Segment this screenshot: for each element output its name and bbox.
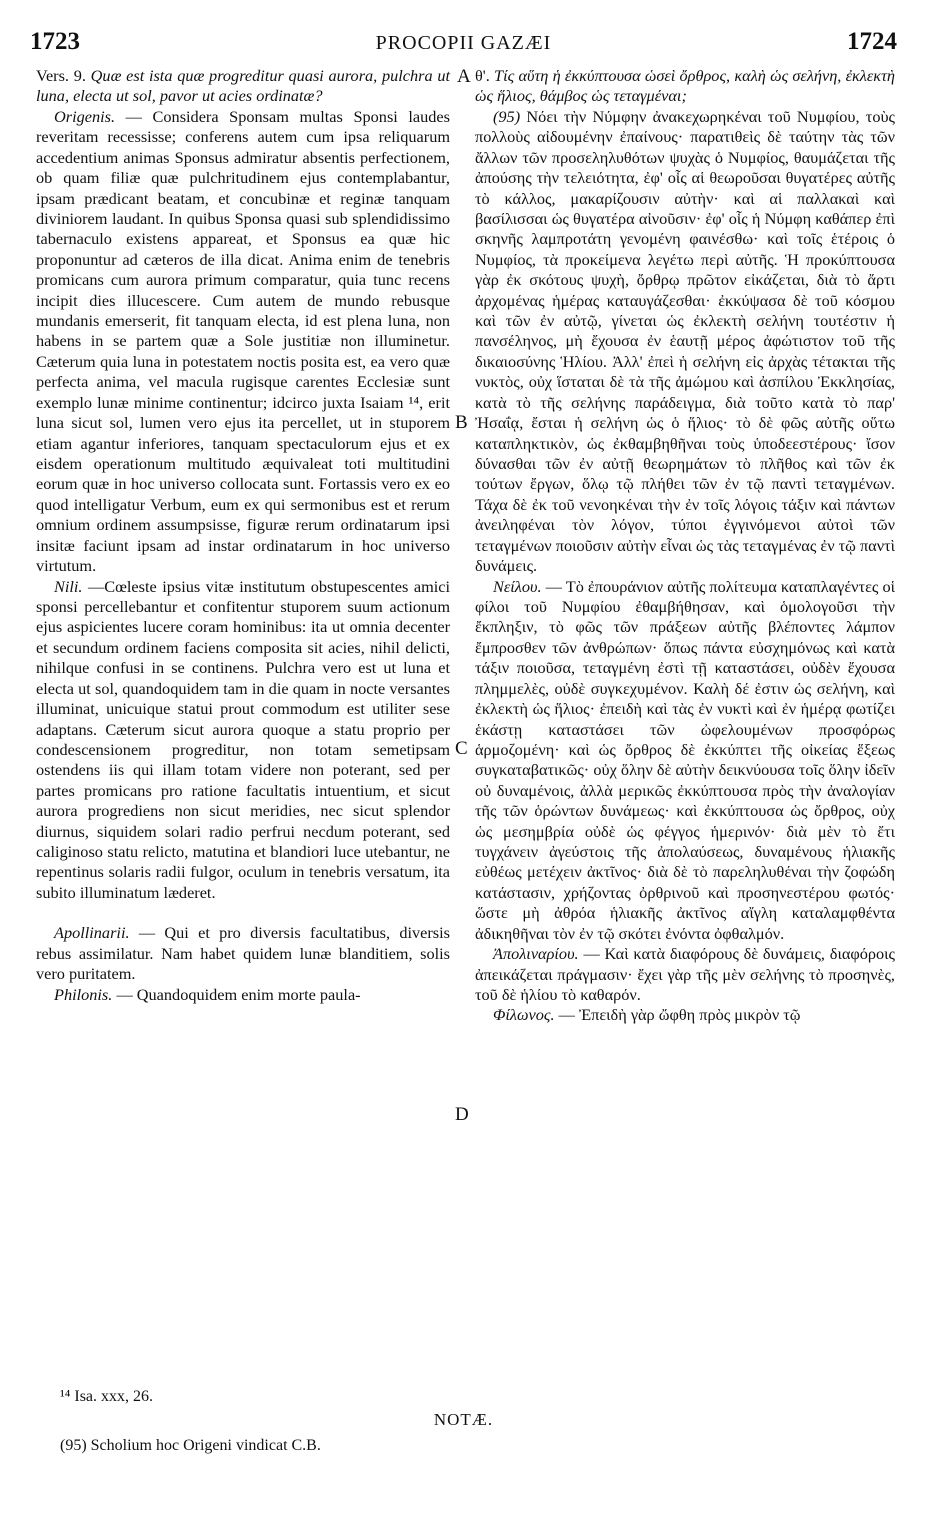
commentary-paragraph xyxy=(475,1005,895,1025)
commentary-paragraph xyxy=(475,944,895,1005)
margin-marker-b: B xyxy=(455,412,468,433)
notes-heading: NOTÆ. xyxy=(433,1410,494,1429)
verse-heading xyxy=(36,66,450,107)
footnote: ¹⁴ Isa. xxx, 26. xyxy=(60,1388,154,1405)
commentary-paragraph xyxy=(36,577,450,904)
verse-number: θ'. xyxy=(475,66,490,85)
verse-text: Τίς αὕτη ἡ ἐκκύπτουσα ὡσεὶ ὄρθρος, καλὴ ὡς σελήνη, ἐκλεκτὴ ὡς ἥλιος, θάμβος ὡς τεταγμέναι; xyxy=(475,66,895,106)
commentary-paragraph xyxy=(475,107,895,577)
margin-marker-c: C xyxy=(455,738,468,759)
paragraph-text: — Quandoquidem enim morte paula- xyxy=(116,984,361,1004)
paragraph-text: — Qui et pro diversis facultatibus, diversis rebus assimilatur. Nam habet quidem lunæ blanditiem, solis vero puritatem. xyxy=(36,923,450,984)
paragraph-text: — Καὶ κατὰ διαφόρους δὲ δυνάμεις, διαφόροις ἀπεικάζεται πράγμασιν· ἔχει γὰρ τῆς μὲν σελήνης τὸ προσηνὲς, τοῦ δὲ ἡλίου τὸ καθαρόν. xyxy=(475,944,895,1004)
section-label: Nili. xyxy=(54,576,83,596)
section-label: (95) xyxy=(493,106,521,126)
left-page-number: 1723 xyxy=(30,28,80,55)
verse-text: Quæ est ista quæ progreditur quasi aurora, pulchra ut luna, electa ut sol, pavor ut acies ordinatæ? xyxy=(36,66,450,106)
margin-marker-a: A xyxy=(457,66,471,87)
running-title: PROCOPII GAZÆI xyxy=(375,32,552,54)
section-label: Vers. xyxy=(36,66,70,85)
verse-number: 9. xyxy=(73,66,86,85)
paragraph-text: — Considera Sponsam multas Sponsi laudes reveritam recessisse; conferens autem cum ipsa reliquarum accedentium animas Sponsus admiratur absentis perfectionem, ob quam filiæ quæ pulchritudinem ejus contemplabantur, ipsam prædicant beatam, et concubinæ et reginæ tanquam diviniorem laudant. In quibus Sponsa quasi sub splendidissimo tabernaculo existens appareat, et Sponsus ea quæ hic proponuntur ad cæteros de illa dicat. Anima enim de tenebris promicans cum aurora primum comparatur, quia tunc recens incipit dies illucescere. Cum autem de mundo rebusque mundanis emerserit, fit tanquam electa, id est plena luna, non habens in se partem quæ a Sole justitiæ non illuminetur. Cæterum quia luna in potestatem noctis posita est, ea vero quæ perfecta anima, vel macula rugisque carentes Ecclesiæ sunt exemplo lunæ minime continentur; idcirco juxta Isaiam ¹⁴, erit luna sicut sol, lumen vero ejus ita percellet, ut in stuporem etiam agantur inferiores, tanquam spectaculorum ejus et ex eisdem operationum multitudo æquivaleat toti multitudini eorum quæ in hoc universo collocata sunt. Fortassis vero ex eo quod intelligatur Verbum, eum ex qui sermonibus est et rerum omnium ordinem assumpsisse, figuræ rerum ordinatarum ipsi insitæ faciunt ipsam ad instar ordinatarum in hoc universo virtutum. xyxy=(36,106,450,576)
note-95: (95) Scholium hoc Origeni vindicat C.B. xyxy=(60,1437,321,1454)
right-page-number: 1724 xyxy=(847,28,897,55)
paragraph-text: Νόει τὴν Νύμφην ἀνακεχωρηκέναι τοῦ Νυμφίου, τοὺς πολλοὺς αἰδουμένην ἐπαίνους· παρατιθεὶς δὲ ταύτην τὰς τῶν ἄλλων τῶν προσεληλυθότων ψυχὰς ὁ Νυμφίος, θαυμάζεται τῆς ἀπούσης τὴν τελειότητα, ἐφ' οἷς αἱ θεωροῦσαι θυγατέρες αὐτῆς τὸ κάλλος, μακαρίζουσιν αὐτὴν· καὶ αἱ παλλακαὶ καὶ βασίλισσαι ὡς θυγατέρα αἰνοῦσιν· ἐφ' οἷς ἡ Νύμφη καθάπερ ἐπὶ σκηνῆς λαμπροτάτη γενομένη φαινέσθω· καὶ τοῖς ἑτέροις ὁ Νυμφίος, τὰ προκείμενα λεγέτω περὶ αὐτῆς. Ἡ προκύπτουσα γὰρ ἐκ σκότους ψυχὴ, ὄρθρῳ πρῶτον εἰκάζεται, διὰ τὸ ἄρτι ἀρχομένας ἡμέρας καταυγάζεσθαι· ἐκκύψασα δὲ τοῦ κόσμου καὶ τῶν ἐν αὐτῷ, γίνεται ὡς ἐκλεκτὴ σελήνη τουτέστιν ἡ πανσέληνος, μὴ ἔχουσα ἐν ἑαυτῇ μέρος ἀφώτιστον τοῦ τῆς δικαιοσύνης Ἡλίου. Ἀλλ' ἐπεὶ ἡ σελήνη εἰς ἀρχὰς τέτακται τῆς νυκτὸς, οὐχ ἵσταται δὲ τὰ τῆς ἀμώμου καὶ ἀσπίλου Ἐκκλησίας, κατὰ τὸ τῆς σελήνης παράδειγμα, διὰ τοῦτο κατὰ τὸ παρ' Ἠσαΐᾳ, ἔσται ἡ σελήνη ὡς ὁ ἥλιος· τὸ δὲ φῶς αὐτῆς οὕτω καταπληκτικὸν, ὡς ἐκθαμβηθῆναι τοὺς ὑποδεεστέρους· ἴσον δύνασθαι τῶν ἐν αὐτῇ θεωρημάτων τὸ πλῆθος καὶ τῶν ἐκ τούτων ἔργων, ὅλῳ τῷ πλήθει τῶν ἐν τῷ παντὶ τεταγμένων. Τάχα δὲ ἐκ τοῦ νενοηκέναι τὴν ἐν τοῖς λόγοις τάξιν καὶ πάντων ἀνειληφέναι τὸν λόγον, τύποι ἐγγινόμενοι αὐτοὶ τῶν τεταγμένων ποιοῦσιν αὐτὴν εἶναι ὡς τὰς τεταγμένας ἐν τῷ παντὶ δυνάμεις. xyxy=(475,106,896,576)
greek-column xyxy=(475,66,895,1026)
section-label: Ἀπολιναρίου. xyxy=(493,944,579,964)
section-label: Φίλωνος. xyxy=(493,1005,555,1025)
page-header xyxy=(30,28,897,64)
paragraph-text: — Τὸ ἐπουράνιον αὐτῆς πολίτευμα καταπλαγέντες οἱ φίλοι τοῦ Νυμφίου ἐθαμβήθησαν, καὶ ὁμολογοῦσι τὴν ἔκπληξιν, τὸ φῶς τῶν πράξεων αὐτῆς βλέποντες λάμπον ἔμπροσθεν τῶν ἀνθρώπων· ὅπως πάντα εὐσχημόνως καὶ κατὰ τάξιν ποιοῦσα, τεταγμένη ἐστὶ τῇ καταστάσει, οὐδὲν ἔχουσα πλημμελὲς, οὐδὲ συγκεχυμένον. Καλὴ δέ ἐστιν ὡς σελήνη, καὶ ἐκλεκτὴ ὡς ἥλιος· ἐπειδὴ καὶ τὰς ἐν νυκτὶ καὶ ἐν ἡμέρᾳ φωτίζει ἑκάστῃ καταστάσει τῶν ὠφελουμένων προσφόρως ἁρμοζομένη· καὶ ὡς ὄρθρος δὲ ἐκκύπτει τῆς οἰκείας ἕξεως συγκαταβατικῶς· οὐχ ὅλην δὲ αὐτὴν δεικνύουσα τοῖς ὅλην ἰδεῖν οὐ δυναμένοις, ἀλλὰ μερικῶς ἐκκύπτουσα πρὸς τὴν ἀναλογίαν τῆς τῶν ὁρώντων δυνάμεως· καὶ ἐκκύπτουσα ὡς ὄρθρος, οὐχ ὡς μεσημβρία οὐδὲ ὡς φέγγος ἡμερινόν· διὰ μὲν τὸ ἔτι τυγχάνειν ἀγεύστοις τῆς ἀπολαύσεως, δυναμένους ἡλιακῆς εὐθέως μετέχειν ἀκτῖνος· διὰ δὲ τὸ παρεληλυθέναι τὴν ζοφώδη κατάστασιν, χρήζοντας ὀρθρινοῦ καὶ προσηνεστέρου φωτός· ὥστε μὴ ἀθρόα ἡλιακῆς ἀκτῖνος αἴγλη καταλαμφθέντα ἀδικηθῆναι τὸν ἐν τῷ σκότει ἐνόντα ὀφθαλμόν. xyxy=(475,576,895,943)
commentary-paragraph xyxy=(36,985,450,1005)
paragraph-text: —Cœleste ipsius vitæ institutum obstupescentes amici sponsi percellebantur et confitentur stuporem suum actionum ejus aspicientes lucere coram hominibus: ita ut omnia decenter et secundum ordinem faciens composita sit acies, nihil delicti, nihilque confusi in se continens. Pulchra vero est ut luna et electa ut sol, quandoquidem tam in die quam in nocte versantes illuminat, unicuique statui prout commodum est utiliter sese adaptans. Cæterum sicut aurora quoque a statu proprio per condescensionem progreditur, non totam semetipsam ostendens iis qui illam totam videre non poterant, sed per partes promicans pro ratione facultatis intuentium, et sicut aurora progrediens non sicut meridies, nec sicut splendor diurnus, siquidem solari radio perfrui necdum poterant, sed caliginoso statu relicto, matutina et blandiori luce utebantur, ne repentinus solaris radii fulgor, oculum in tenebris versatum, ita subito illuminatum læderet. xyxy=(36,576,451,902)
section-label: Apollinarii. xyxy=(54,923,130,943)
verse-heading xyxy=(475,66,895,107)
section-label: Νείλου. xyxy=(493,576,542,596)
commentary-paragraph xyxy=(36,923,450,984)
section-label: Origenis. xyxy=(54,106,116,126)
section-label: Philonis. xyxy=(54,984,113,1004)
commentary-paragraph xyxy=(36,107,450,577)
margin-marker-d: D xyxy=(455,1104,469,1125)
latin-column xyxy=(36,66,450,1005)
commentary-paragraph xyxy=(475,577,895,945)
paragraph-text: — Ἐπειδὴ γὰρ ὤφθη πρὸς μικρὸν τῷ xyxy=(558,1005,801,1025)
